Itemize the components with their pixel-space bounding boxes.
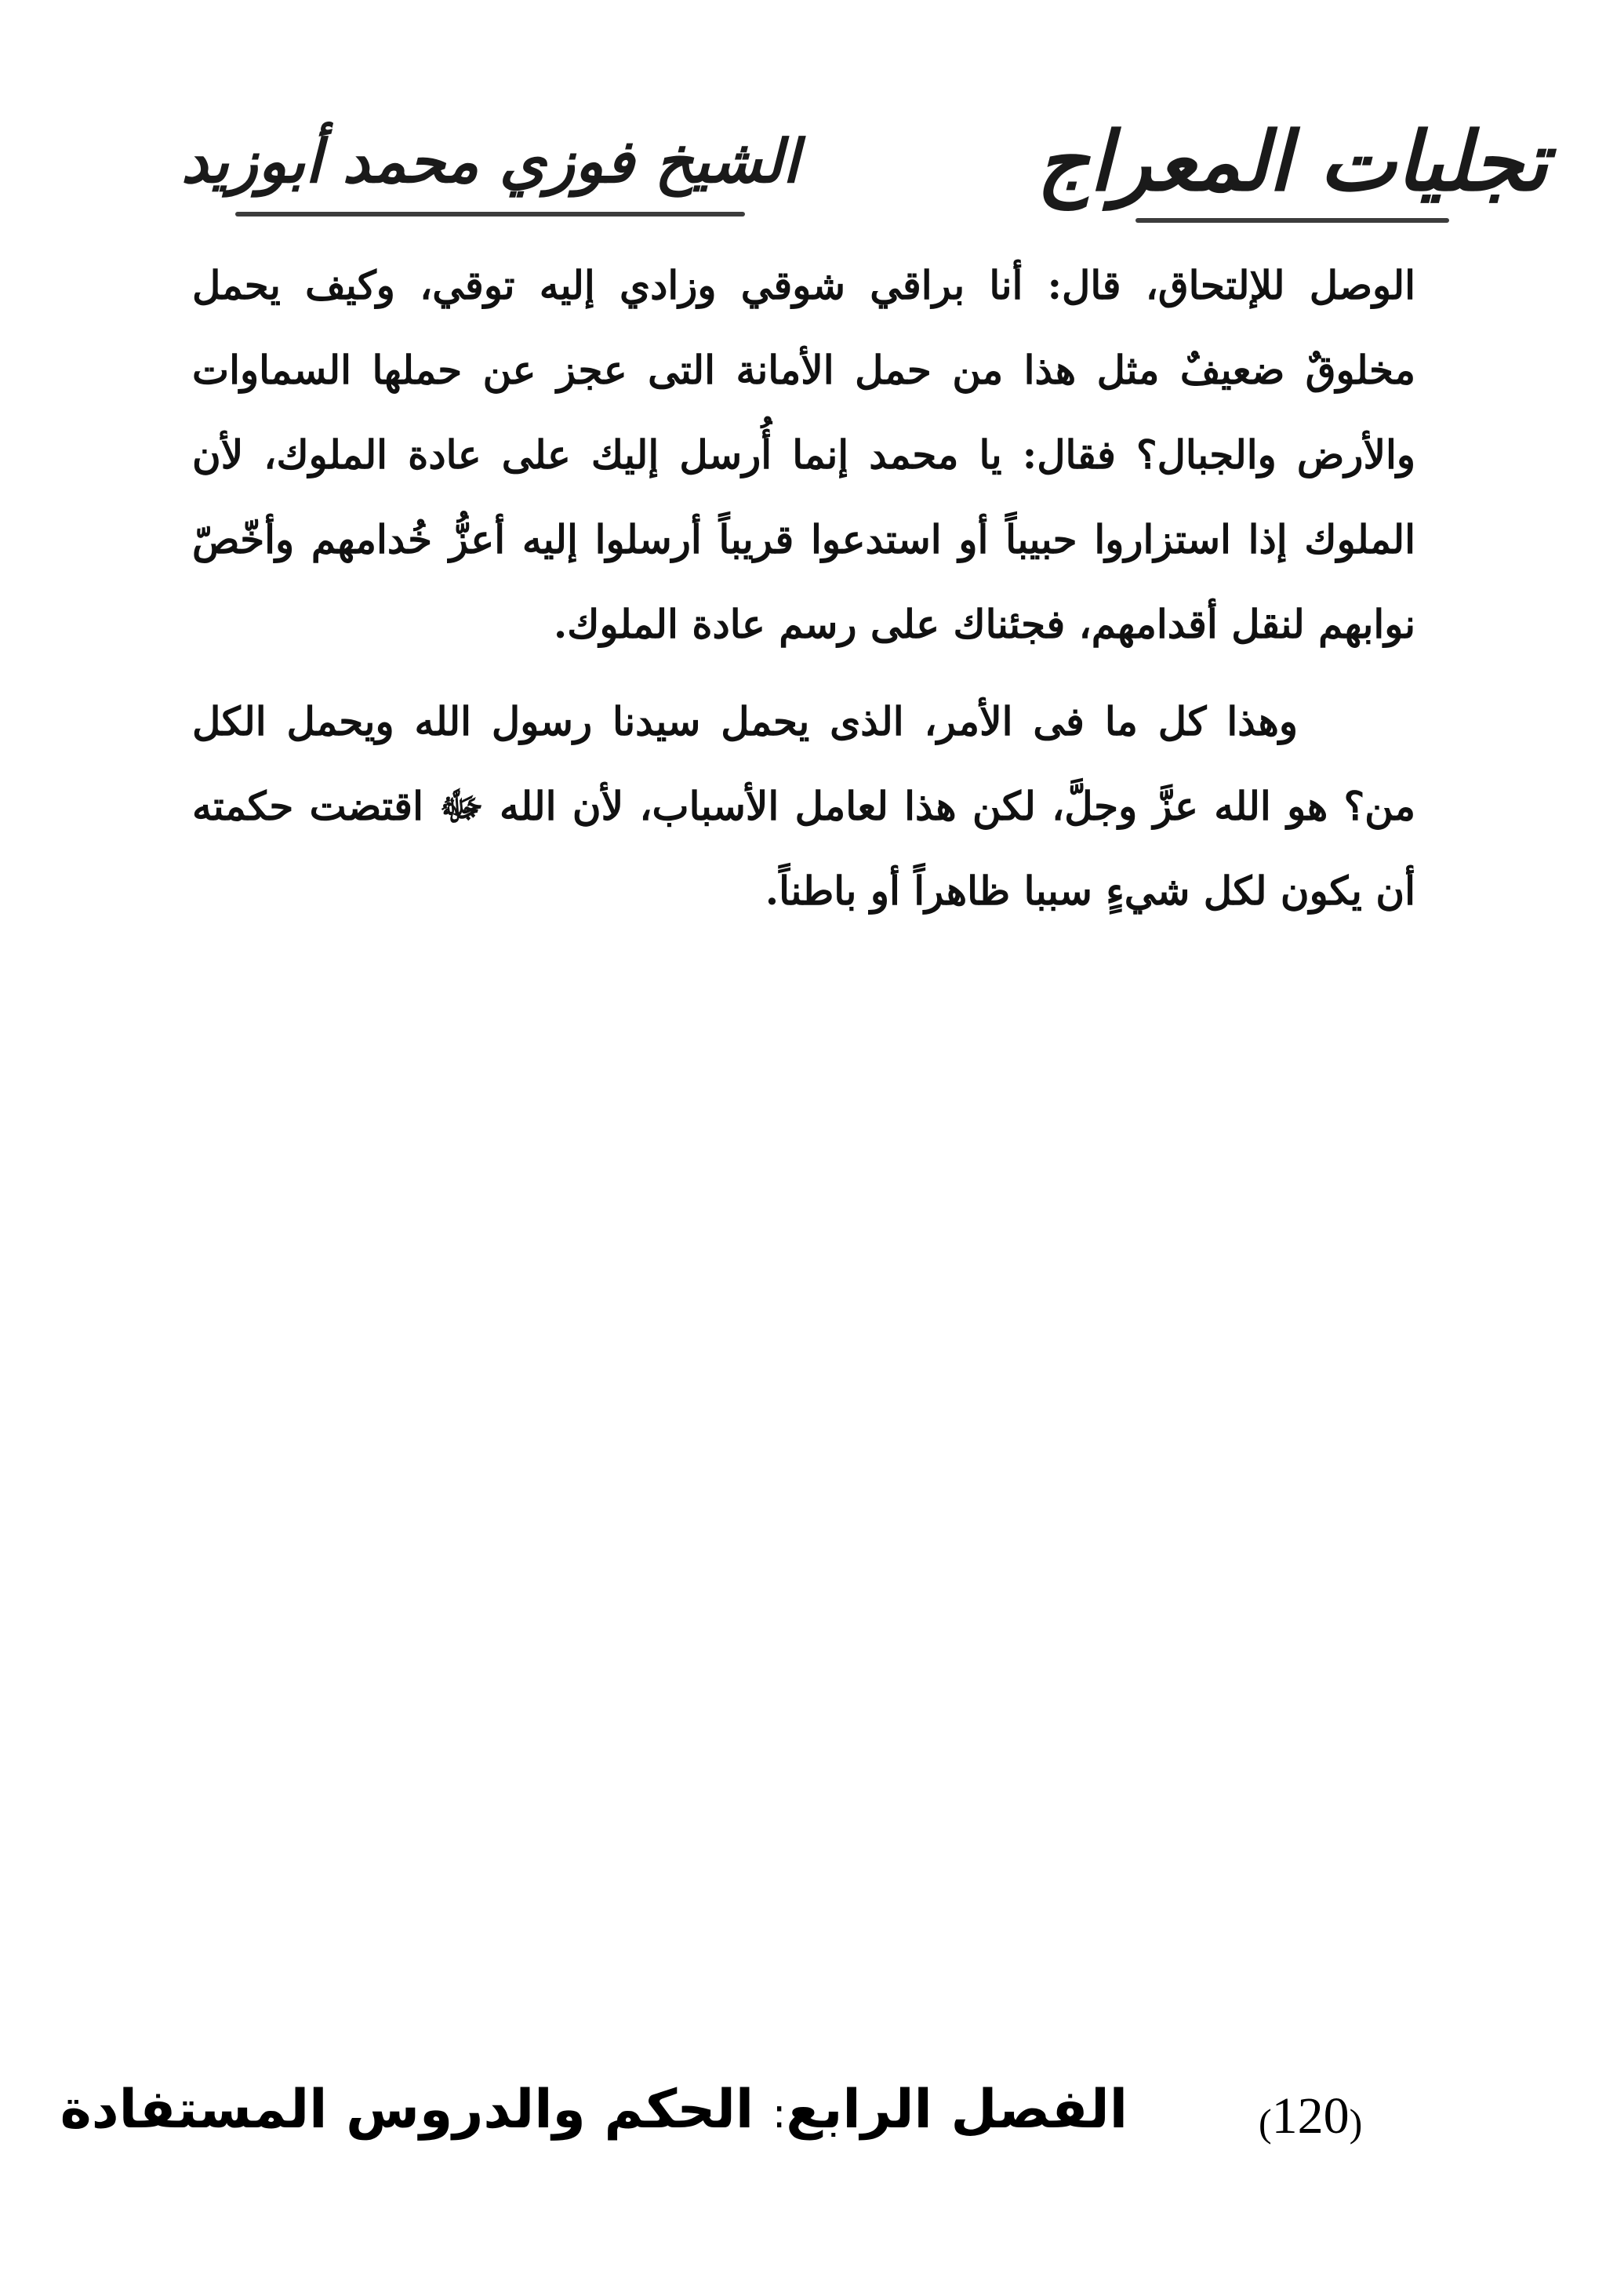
book-title-calligraphy: تجليات المعراج [1037,112,1548,209]
body-text [192,243,1415,933]
paragraph-2: وهذا كل ما فى الأمر، الذى يحمل سيدنا رسول الله ويحمل الكل من؟ هو الله عزَّ وجلَّ، لكن هذا لعامل الأسباب، لأن الله ﷻ اقتضت حكمته أن يكون لكل شيءٍ سببا ظاهراً أو باطناً. [192,698,1415,914]
chapter-label: الفصل الرابع [786,2079,1128,2141]
page-number-paren-open: ( [1259,2101,1272,2145]
paragraph-1: الوصل للإلتحاق، قال: أنا براقي شوقي وزادي إليه توقي، وكيف يحمل مخلوقٌ ضعيفٌ مثل هذا من حمل الأمانة التى عجز عن حملها السماوات والأرض والجبال؟ فقال: يا محمد إنما أُرسل إليك على عادة الملوك، لأن الملوك إذا استزاروا حبيباً أو استدعوا قريباً أرسلوا إليه أعزُّ خُدامهم وأخّصّ نوابهم لنقل أقدامهم، فجئناك على رسم عادة الملوك. [192,262,1415,647]
page-number-value: 120 [1271,2087,1350,2145]
page-footer [0,2071,1606,2173]
page-header [0,86,1606,235]
page-number-paren-close: ) [1349,2101,1363,2145]
page-number [1259,2087,1362,2146]
chapter-separator: : [772,2090,787,2138]
author-name-calligraphy: الشيخ فوزي محمد أبوزيد [180,126,800,196]
title-swash-decoration [1135,218,1449,223]
chapter-title: الحكم والدروس المستفادة [60,2079,754,2141]
author-swash-decoration [235,212,745,217]
chapter-heading [60,2079,1128,2141]
